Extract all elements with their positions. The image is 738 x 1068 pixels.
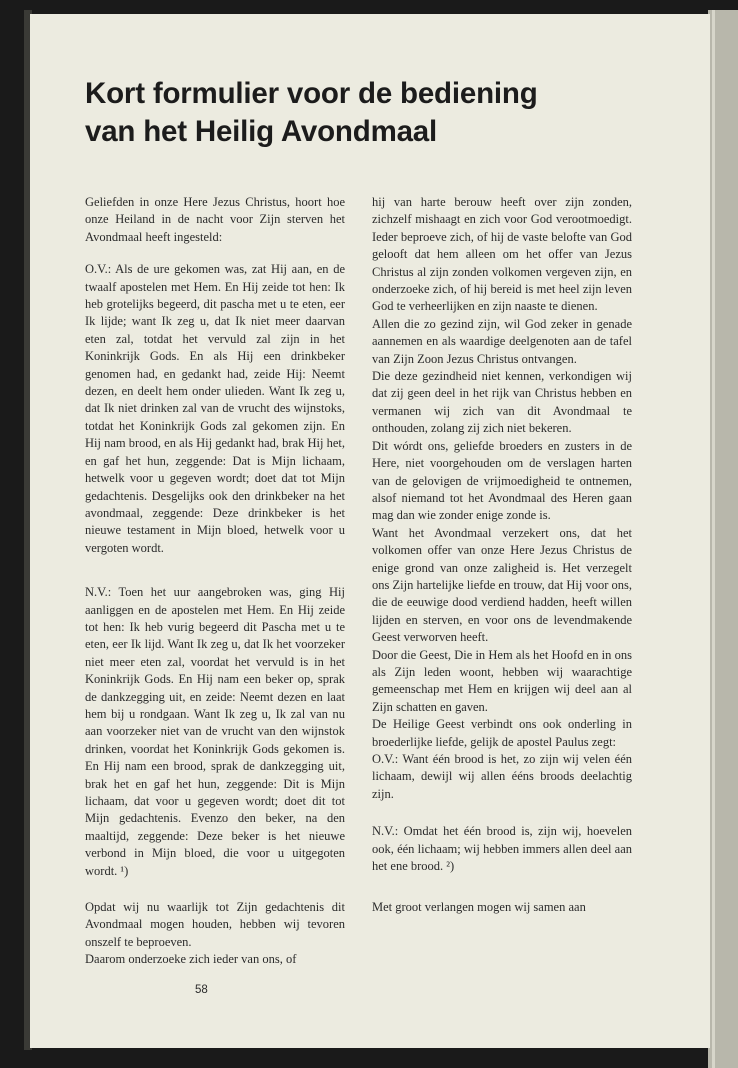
- paragraph-assurance: Want het Avondmaal verzekert ons, dat het volkomen offer van onze Here Jezus Christus de enige grond van onze zaligheid is. Het verzegelt ons Zijn hartelijke liefde en trouw, dat Hij voor ons, die de eeuwige dood verdiend hadden, heeft willen lijden en sterven, en voor ons de levendmakende Geest verworven heeft.: [372, 525, 632, 645]
- paragraph-intro: Geliefden in onze Here Jezus Christus, hoort hoe onze Heiland in de nacht voor Zijn sterven het Avondmaal heeft ingesteld:: [85, 195, 345, 244]
- paragraph-continuation-start: Daarom onderzoeke zich ieder van ons, of: [85, 952, 297, 967]
- paragraph-ov-bread: O.V.: Want één brood is het, zo zijn wij velen één lichaam, dewijl wij allen ééns broods deelachtig zijn.: [372, 752, 632, 801]
- paragraph-worthy-guests: Allen die zo gezind zijn, wil God zeker in genade aannemen en als waardige deelgenoten aan de tafel van Zijn Zoon Jezus Christus ontvangen.: [372, 316, 632, 366]
- paragraph-ov-institution: O.V.: Als de ure gekomen was, zat Hij aan, en de twaalf apostelen met Hem. En Hij zeide tot hen: Ik heb grotelijks begeerd, dit pascha met u te eten, eer Ik lijde; want Ik zeg u, dat Ik niet meer daarvan eten zal, totdat het vervuld zal zijn in het Koninkrijk Gods. En als Hij een drinkbeker genomen had, en gedankt had, zeide Hij: Neemt dezen, en deelt hem onder ulieden. Want Ik zeg u, dat Ik niet drinken zal van de vrucht des wijnstoks, totdat het Koninkrijk Gods zal gekomen zijn. En Hij nam brood, en als Hij gedankt had, brak Hij het, en gaf het hun, zeggende: Dat is Mijn lichaam, hetwelk voor u gegeven wordt; doet dat tot Mijn gedachtenis. Desgelijks ook den drinkbeker na het avondmaal, zeggende: Deze drinkbeker is het nieuwe testament in Mijn bloed, hetwelk voor u vergoten wordt.: [85, 262, 346, 555]
- paragraph-repentance: hij van harte berouw heeft over zijn zonden, zichzelf mishaagt en zich voor God verootmoedigt. Ieder beproeve zich, of hij de vaste belofte van God gelooft dat hem alleen om het offer van Jezus Christus al zijn zonden volkomen vergeven zijn, en onderzoeke zich, of hij bereid is met heel zijn leven God te verheerlijken en zijn naaste te dienen.: [372, 195, 632, 314]
- left-column: [85, 194, 345, 969]
- title-line-2: van het Heilig Avondmaal: [85, 115, 438, 148]
- paragraph-unity: De Heilige Geest verbindt ons ook onderling in broederlijke liefde, gelijk de apostel Paulus zegt:: [372, 717, 632, 749]
- paragraph-self-examination: Opdat wij nu waarlijk tot Zijn gedachtenis dit Avondmaal mogen houden, hebben wij tevoren onszelf te beproeven.: [85, 900, 345, 949]
- paragraph-nv-institution: N.V.: Toen het uur aangebroken was, ging Hij aanliggen en de apostelen met Hem. En Hij zeide tot hen: Ik heb vurig begeerd dit Pascha met u te eten, eer Ik lijd. Want Ik zeg u, dat Ik het voorzeker niet meer eten zal, voordat het vervuld is in het Koninkrijk Gods. En Hij nam een beker op, sprak de dankzegging uit, en zeide: Neemt dezen en laat hem bij u rondgaan. Want Ik zeg u, Ik zal van nu aan voorzeker niet van de vrucht van den wijnstok drinken, voordat het Koninkrijk Gods gekomen is. En Hij nam een brood, sprak de dankzegging uit, brak het en gaf het hun, zeggende: Dit is Mijn lichaam, dat voor u gegeven wordt; doet dit tot Mijn gedachtenis. Evenzo den beker, na den maaltijd, zeggende: Deze beker is het nieuwe verbond in Mijn bloed, die voor u uitgegoten wordt. ¹): [85, 585, 345, 878]
- paragraph-nv-bread: N.V.: Omdat het één brood is, zijn wij, hoevelen ook, één lichaam; wij hebben immers allen deel aan het ene brood. ²): [372, 824, 632, 874]
- right-column: [372, 194, 632, 917]
- paragraph-warning: Die deze gezindheid niet kennen, verkondigen wij dat zij geen deel in het rijk van Christus hebben en vermanen wij zich van dit Avondmaal te onthouden, zolang zij zich niet bekeren.: [372, 369, 632, 436]
- title-line-1: Kort formulier voor de bediening: [85, 77, 538, 110]
- page-number: 58: [195, 984, 208, 996]
- paragraph-spirit: Door die Geest, Die in Hem als het Hoofd en in ons als Zijn leden woont, hebben wij waarachtige gemeenschap met Hem en krijgen wij deel aan al Zijn schatten en gaven.: [372, 647, 632, 714]
- page-title: [85, 75, 645, 151]
- paragraph-comfort: Dit wórdt ons, geliefde broeders en zusters in de Here, niet voorgehouden om de verslagen harten van de gelovigen de vrijmoedigheid te ontnemen, alsof niemand tot het Avondmaal des Heren gaan mag dan wie zonder enige zonde is.: [372, 438, 632, 523]
- adjacent-page-edge: [708, 10, 738, 1068]
- paragraph-closing-start: Met groot verlangen mogen wij samen aan: [372, 900, 586, 915]
